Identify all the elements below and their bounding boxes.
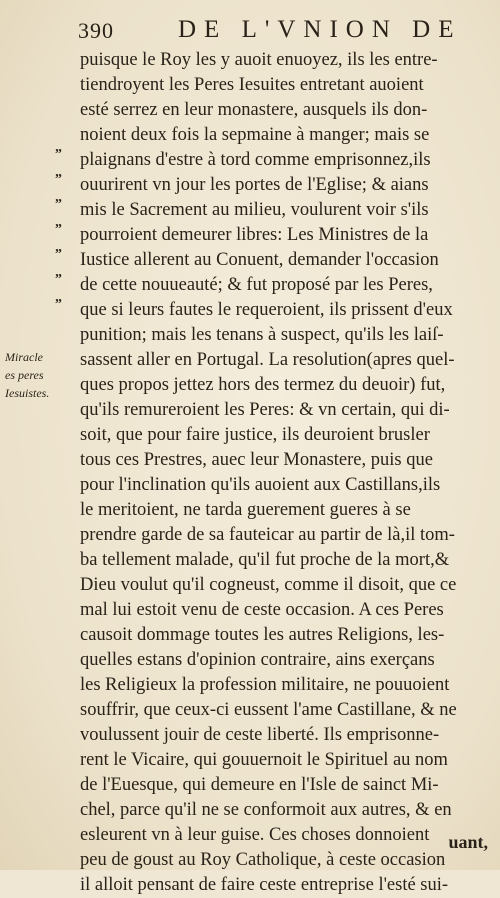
page-number: 390 bbox=[78, 18, 114, 43]
text-line: plaignans d'estre à tord comme emprisonnez,ils bbox=[80, 150, 431, 170]
quote-mark: „ bbox=[55, 215, 62, 230]
text-line: quelles estans d'opinion contraire, ains exerçans bbox=[80, 650, 435, 670]
quote-mark: „ bbox=[55, 190, 62, 205]
text-line: qu'ils remureroient les Peres: & vn certain, qui di- bbox=[80, 400, 450, 420]
text-line: pourroient demeurer libres: Les Ministres de la bbox=[80, 225, 429, 245]
margin-note-line: es peres bbox=[5, 368, 44, 382]
text-line: esté serrez en leur monastere, ausquels ils don- bbox=[80, 100, 428, 120]
text-line: ouurirent vn jour les portes de l'Eglise; & aians bbox=[80, 175, 429, 195]
quotation-marks bbox=[55, 135, 75, 310]
quote-mark: „ bbox=[55, 165, 62, 180]
text-line: tiendroyent les Peres Iesuites entretant auoient bbox=[80, 75, 424, 95]
quote-mark: „ bbox=[55, 240, 62, 255]
page-header bbox=[0, 12, 500, 46]
text-line: noient deux fois la sepmaine à manger; mais se bbox=[80, 125, 430, 145]
running-head: DE L'VNION DE bbox=[178, 16, 462, 43]
quote-mark: „ bbox=[55, 265, 62, 280]
text-line: Iustice allerent au Conuent, demander l'occasion bbox=[80, 250, 439, 270]
body-text bbox=[80, 48, 495, 898]
text-line: il alloit pensant de faire ceste entreprise l'esté sui- bbox=[80, 875, 449, 895]
text-line: punition; mais les tenans à suspect, qu'ils les laiſ- bbox=[80, 325, 444, 345]
text-line: prendre garde de sa fauteicar au partir de là,il tom- bbox=[80, 525, 455, 545]
margin-note-line: Miracle bbox=[5, 350, 43, 364]
text-line: mis le Sacrement au milieu, voulurent voir s'ils bbox=[80, 200, 429, 220]
text-line: ba tellement malade, qu'il fut proche de la mort,& bbox=[80, 550, 450, 570]
text-line: voulussent jouir de ceste liberté. Ils emprisonne- bbox=[80, 725, 440, 745]
quote-mark: „ bbox=[55, 140, 62, 155]
text-line: pour l'inclination qu'ils auoient aux Castillans,ils bbox=[80, 475, 441, 495]
text-line: esleurent vn à leur guise. Ces choses donnoient bbox=[80, 825, 430, 845]
text-line: puisque le Roy les y auoit enuoyez, ils les entre- bbox=[80, 50, 438, 70]
text-line: ques propos jettez hors des termez du deuoir) fut, bbox=[80, 375, 446, 395]
quote-mark: „ bbox=[55, 290, 62, 305]
text-line: sassent aller en Portugal. La resolution(apres quel- bbox=[80, 350, 455, 370]
catchword: uant, bbox=[448, 832, 488, 852]
text-line: soit, que pour faire justice, ils deuroient brusler bbox=[80, 425, 430, 445]
text-line: mal lui estoit venu de ceste occasion. A ces Peres bbox=[80, 600, 444, 620]
text-line: tous ces Prestres, auec leur Monastere, puis que bbox=[80, 450, 433, 470]
text-line: que si leurs fautes le requeroient, ils prissent d'eux bbox=[80, 300, 453, 320]
text-line: les Religieux la profession militaire, ne pouuoient bbox=[80, 675, 450, 695]
text-line: causoit dommage toutes les autres Religions, les- bbox=[80, 625, 445, 645]
margin-note bbox=[5, 348, 65, 402]
text-line: souffrir, que ceux-ci eussent l'ame Castillane, & ne bbox=[80, 700, 457, 720]
text-line: peu de goust au Roy Catholique, à ceste occasion bbox=[80, 850, 446, 870]
text-line: de l'Euesque, qui demeure en l'Isle de sainct Mi- bbox=[80, 775, 439, 795]
text-line: chel, parce qu'il ne se conformoit aux autres, & en bbox=[80, 800, 452, 820]
margin-note-line: Iesuistes. bbox=[5, 386, 50, 400]
text-line: de cette nouueauté; & fut proposé par les Peres, bbox=[80, 275, 433, 295]
text-line: Dieu voulut qu'il cogneust, comme il disoit, que ce bbox=[80, 575, 457, 595]
text-line: rent le Vicaire, qui gouuernoit le Spirituel au nom bbox=[80, 750, 448, 770]
text-line: le meritoient, ne tarda guerement gueres à se bbox=[80, 500, 411, 520]
